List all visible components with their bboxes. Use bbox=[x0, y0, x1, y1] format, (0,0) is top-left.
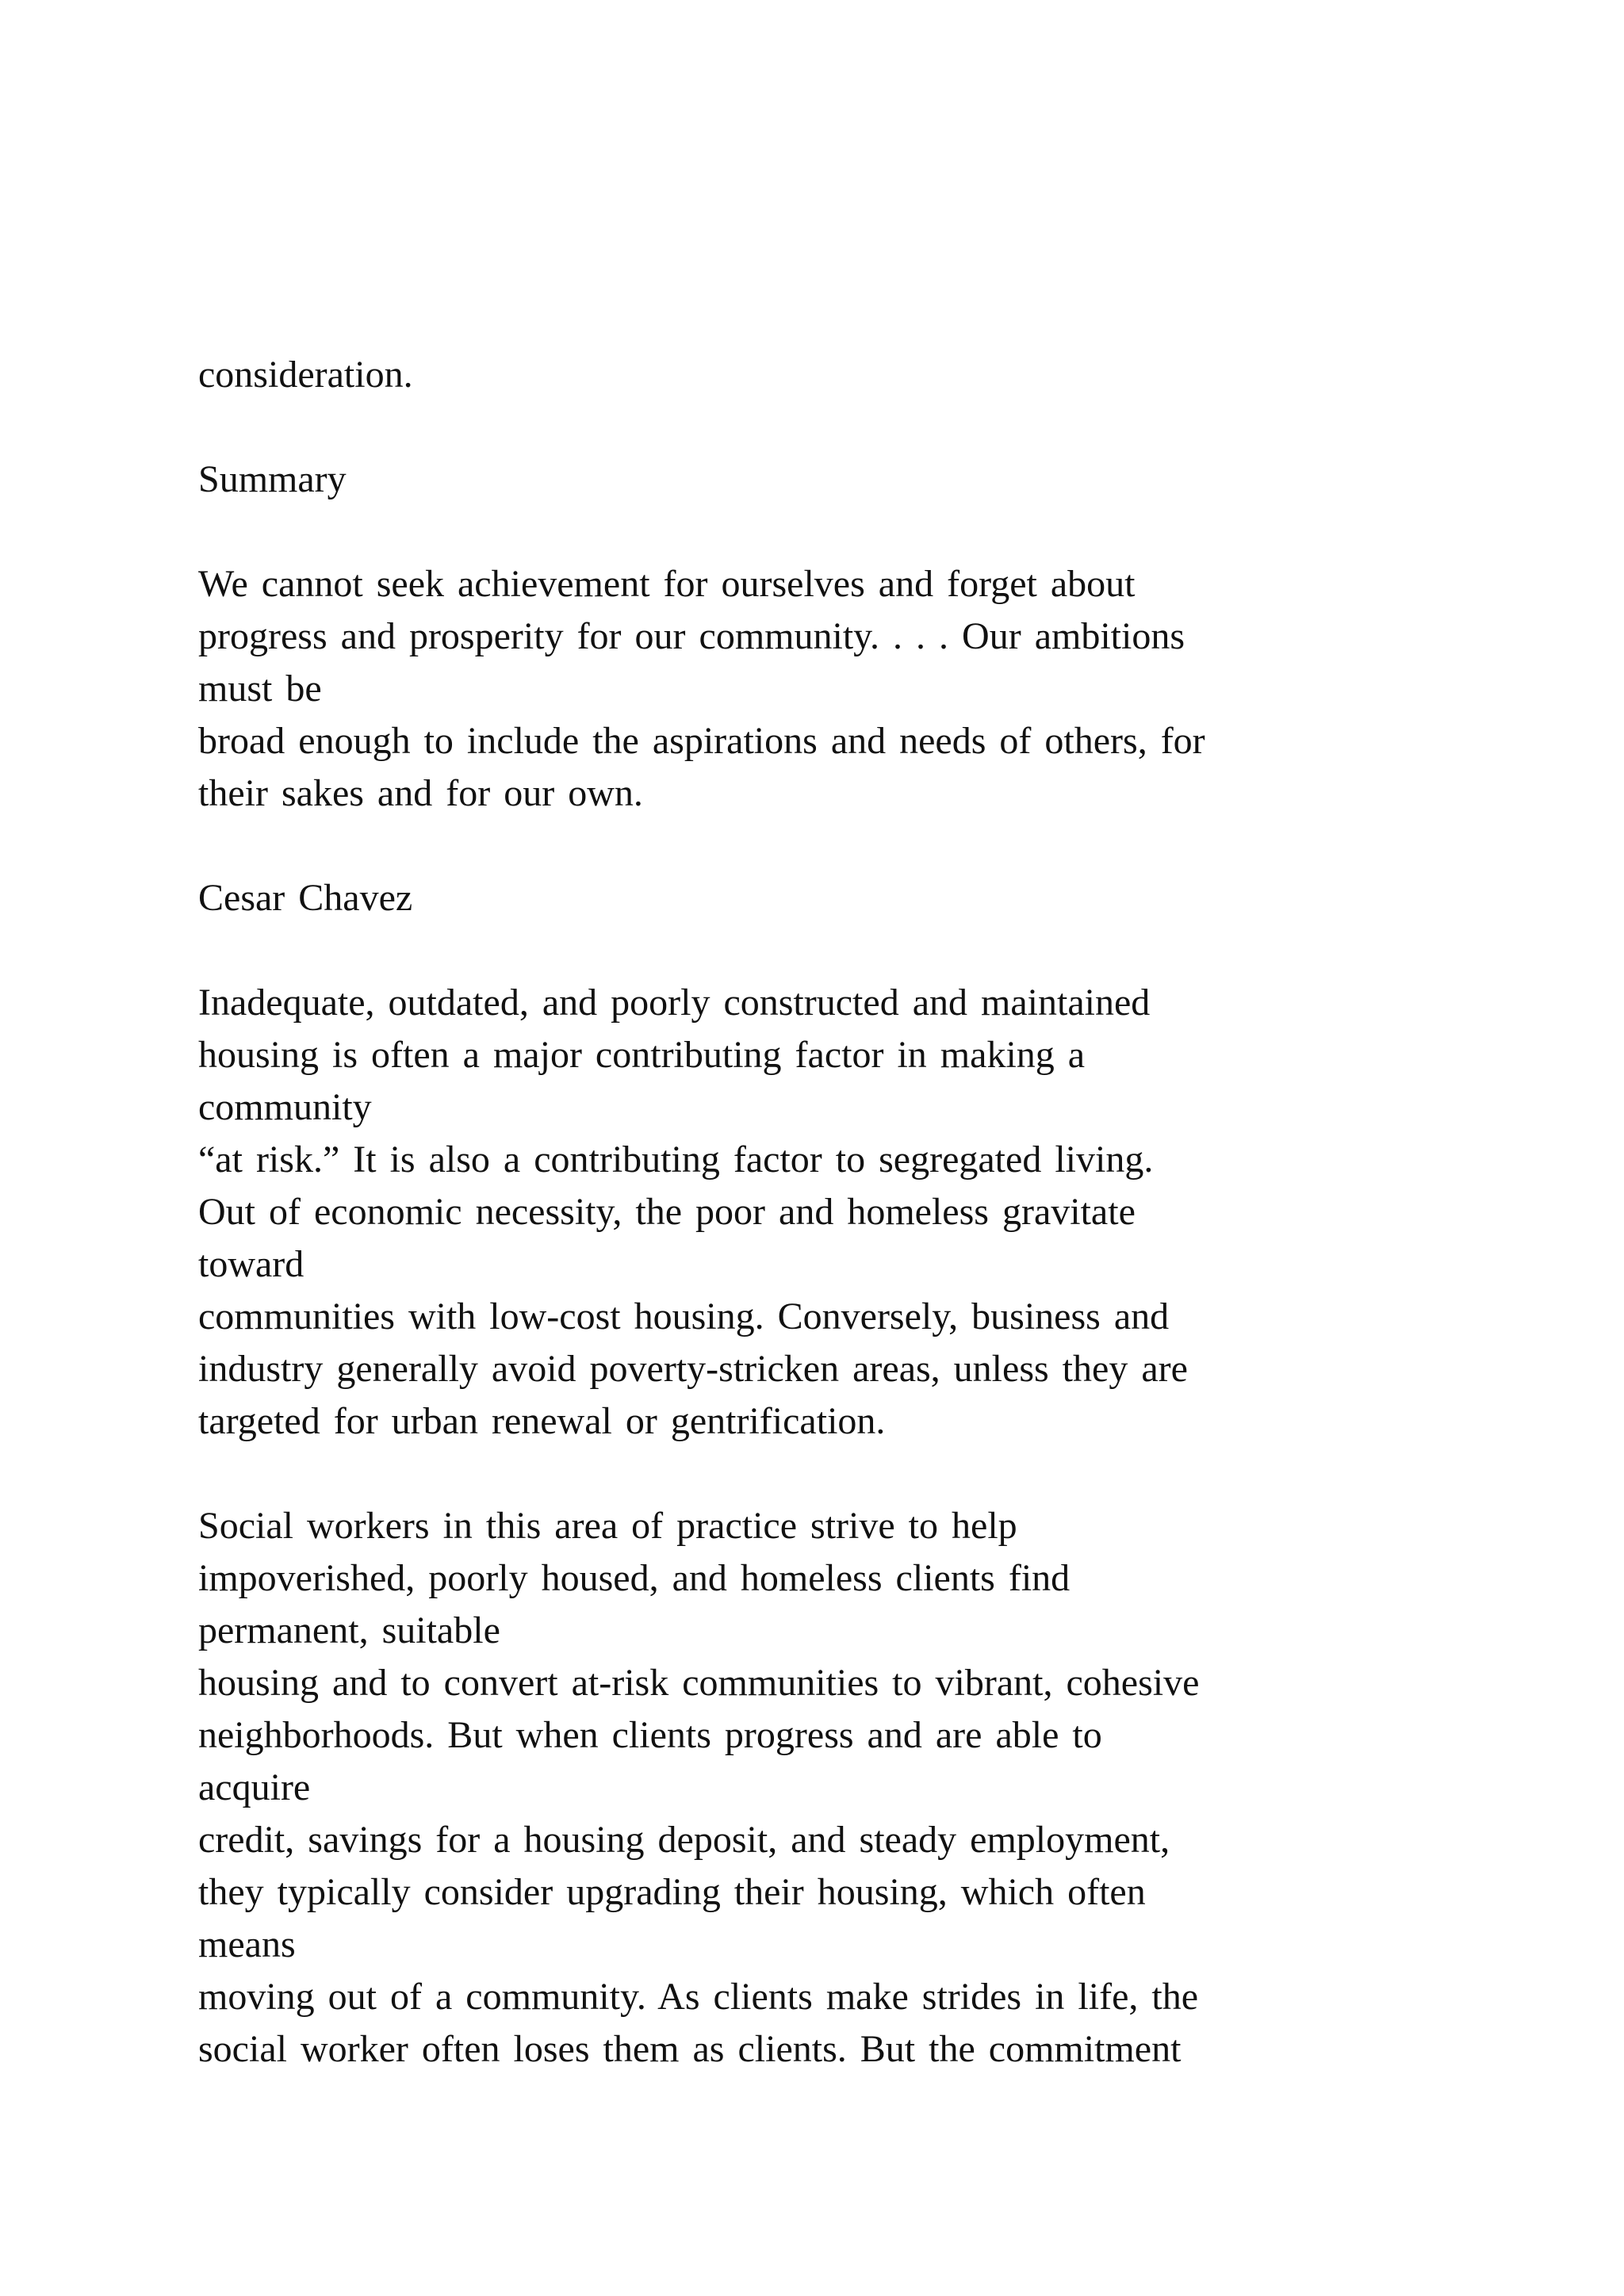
section-heading: Summary bbox=[198, 458, 347, 500]
quote-line: broad enough to include the aspirations and needs of others, for bbox=[198, 720, 1205, 762]
quote-line: must be bbox=[198, 668, 322, 710]
text-line: Inadequate, outdated, and poorly constructed and maintained bbox=[198, 982, 1151, 1024]
text-line: targeted for urban renewal or gentrification. bbox=[198, 1400, 886, 1442]
text-line: toward bbox=[198, 1243, 304, 1285]
quote-line: We cannot seek achievement for ourselves and forget about bbox=[198, 563, 1136, 605]
blank-line bbox=[198, 1448, 1546, 1500]
quote-attribution: Cesar Chavez bbox=[198, 877, 413, 919]
text-line: Social workers in this area of practice strive to help bbox=[198, 1505, 1017, 1547]
blank-line bbox=[198, 820, 1546, 872]
blank-line bbox=[198, 924, 1546, 977]
text-line: moving out of a community. As clients make strides in life, the bbox=[198, 1976, 1199, 2018]
text-line: housing and to convert at-risk communities to vibrant, cohesive bbox=[198, 1662, 1200, 1704]
text-line: they typically consider upgrading their housing, which often bbox=[198, 1871, 1146, 1913]
text-line: community bbox=[198, 1086, 372, 1128]
text-line: Out of economic necessity, the poor and homeless gravitate bbox=[198, 1191, 1136, 1233]
text-line: means bbox=[198, 1923, 296, 1965]
blank-line bbox=[198, 506, 1546, 558]
document-body bbox=[198, 349, 1546, 2076]
text-line: social worker often loses them as clients. But the commitment bbox=[198, 2028, 1182, 2070]
text-line: neighborhoods. But when clients progress and are able to bbox=[198, 1714, 1102, 1756]
text-line: acquire bbox=[198, 1766, 311, 1808]
text-line: “at risk.” It is also a contributing factor to segregated living. bbox=[198, 1138, 1154, 1181]
text-line: housing is often a major contributing factor in making a bbox=[198, 1034, 1086, 1076]
text-line: communities with low-cost housing. Conversely, business and bbox=[198, 1295, 1170, 1337]
text-line: permanent, suitable bbox=[198, 1609, 500, 1651]
quote-line: their sakes and for our own. bbox=[198, 772, 643, 814]
text-line: impoverished, poorly housed, and homeless clients find bbox=[198, 1557, 1071, 1599]
text-line: credit, savings for a housing deposit, and steady employment, bbox=[198, 1819, 1170, 1861]
quote-line: progress and prosperity for our community. . . . Our ambitions bbox=[198, 615, 1185, 657]
text-line: industry generally avoid poverty-stricken areas, unless they are bbox=[198, 1348, 1188, 1390]
blank-line bbox=[198, 401, 1546, 453]
text-line: consideration. bbox=[198, 354, 413, 396]
